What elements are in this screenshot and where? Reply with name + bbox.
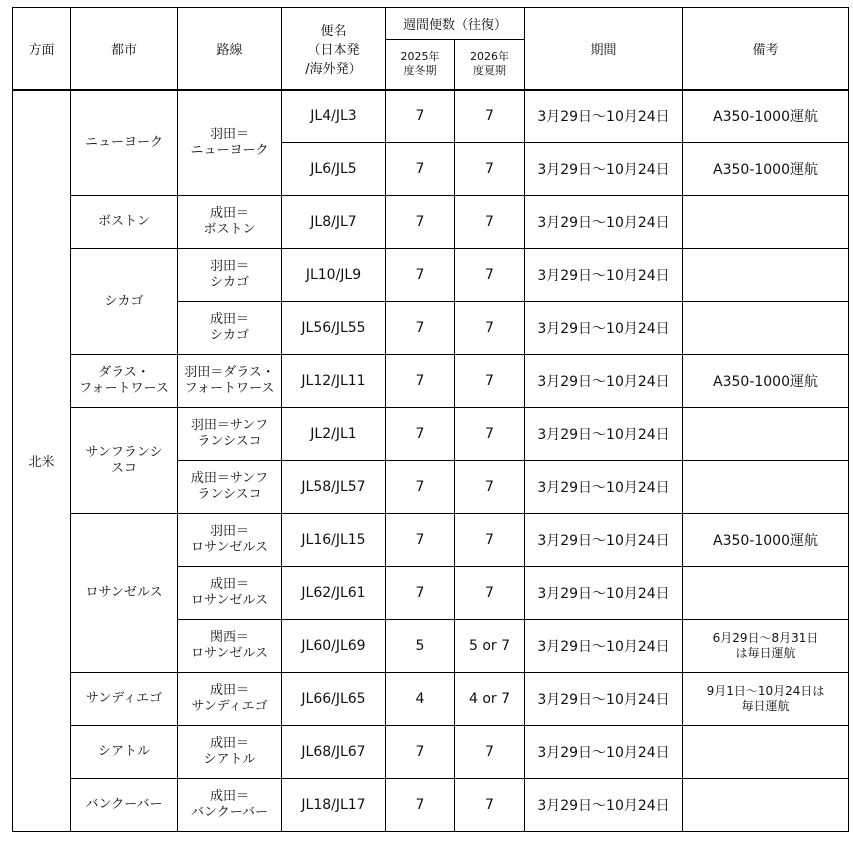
route-cell xyxy=(178,567,282,620)
period-cell: 3月29日～10月24日 xyxy=(525,90,683,143)
flight-number-cell: JL18/JL17 xyxy=(282,779,386,832)
schedule-table xyxy=(12,7,849,832)
header-flight-line: 便名 xyxy=(320,23,347,39)
flight-number-cell: JL60/JL69 xyxy=(282,620,386,673)
route-cell-line: ランシスコ xyxy=(197,487,262,502)
route-cell xyxy=(178,302,282,355)
city-cell xyxy=(71,408,178,514)
header-notes: 備考 xyxy=(683,8,849,90)
summer-frequency-cell: 7 xyxy=(455,514,525,567)
route-cell xyxy=(178,514,282,567)
period-cell: 3月29日～10月24日 xyxy=(525,355,683,408)
header-summer-line: 度夏期 xyxy=(473,64,506,78)
city-cell xyxy=(71,196,178,249)
header-winter-2025 xyxy=(386,40,455,90)
winter-frequency-cell: 7 xyxy=(386,249,455,302)
summer-frequency-cell: 7 xyxy=(455,90,525,143)
note-cell xyxy=(683,726,849,779)
route-cell-line: 成田＝ xyxy=(209,736,249,751)
summer-frequency-cell: 4 or 7 xyxy=(455,673,525,726)
route-cell xyxy=(178,620,282,673)
route-cell xyxy=(178,90,282,196)
route-cell xyxy=(178,673,282,726)
route-cell-line: ニューヨーク xyxy=(190,142,269,158)
table-row xyxy=(13,196,849,249)
table-row xyxy=(13,355,849,408)
note-cell-line: は毎日運航 xyxy=(735,646,796,660)
city-cell xyxy=(71,249,178,355)
header-route: 路線 xyxy=(178,8,282,90)
flight-number-cell: JL68/JL67 xyxy=(282,726,386,779)
note-cell xyxy=(683,196,849,249)
period-cell: 3月29日～10月24日 xyxy=(525,461,683,514)
route-cell-line: ランシスコ xyxy=(197,434,262,449)
note-cell xyxy=(683,514,849,567)
route-cell-line: バンクーバー xyxy=(190,805,269,820)
summer-frequency-cell: 7 xyxy=(455,408,525,461)
note-cell xyxy=(683,408,849,461)
city-cell-line: シアトル xyxy=(97,744,150,759)
route-cell-line: ロサンゼルス xyxy=(191,593,268,608)
summer-frequency-cell: 7 xyxy=(455,249,525,302)
summer-frequency-cell: 5 or 7 xyxy=(455,620,525,673)
route-cell-line: 成田＝ xyxy=(209,683,249,698)
note-cell xyxy=(683,620,849,673)
header-weekly-frequency: 週間便数（往復） xyxy=(386,8,525,40)
note-cell xyxy=(683,355,849,408)
flight-number-cell: JL4/JL3 xyxy=(282,90,386,143)
route-cell-line: ロサンゼルス xyxy=(191,540,268,555)
period-cell: 3月29日～10月24日 xyxy=(525,514,683,567)
route-cell xyxy=(178,408,282,461)
route-cell-line: フォートワース xyxy=(184,381,275,396)
note-cell xyxy=(683,302,849,355)
winter-frequency-cell: 7 xyxy=(386,514,455,567)
route-cell-line: 羽田＝サンフ xyxy=(190,418,269,433)
winter-frequency-cell: 7 xyxy=(386,567,455,620)
winter-frequency-cell: 7 xyxy=(386,779,455,832)
period-cell: 3月29日～10月24日 xyxy=(525,673,683,726)
route-cell-line: 羽田＝ダラス・ xyxy=(184,365,275,380)
period-cell: 3月29日～10月24日 xyxy=(525,567,683,620)
route-cell-line: シアトル xyxy=(203,752,256,767)
route-cell-line: 成田＝ xyxy=(209,312,249,327)
route-cell-line: 羽田＝ xyxy=(209,259,249,274)
note-cell-line: 毎日運航 xyxy=(741,699,790,713)
note-cell xyxy=(683,249,849,302)
flight-number-cell: JL56/JL55 xyxy=(282,302,386,355)
flight-number-cell: JL8/JL7 xyxy=(282,196,386,249)
winter-frequency-cell: 7 xyxy=(386,408,455,461)
city-cell-line: ニューヨーク xyxy=(84,134,163,150)
city-cell-line: ボストン xyxy=(97,214,150,229)
flight-number-cell: JL12/JL11 xyxy=(282,355,386,408)
flight-number-cell: JL6/JL5 xyxy=(282,143,386,196)
city-cell-line: バンクーバー xyxy=(85,797,163,812)
header-flight xyxy=(282,8,386,90)
flight-number-cell: JL10/JL9 xyxy=(282,249,386,302)
flight-number-cell: JL16/JL15 xyxy=(282,514,386,567)
header-summer-2026 xyxy=(455,40,525,90)
winter-frequency-cell: 7 xyxy=(386,726,455,779)
note-cell xyxy=(683,779,849,832)
note-cell xyxy=(683,567,849,620)
route-cell xyxy=(178,355,282,408)
winter-frequency-cell: 7 xyxy=(386,143,455,196)
route-cell-line: 成田＝ xyxy=(209,577,249,592)
table-row xyxy=(13,673,849,726)
note-cell-line: A350-1000運航 xyxy=(713,109,818,126)
header-flight-line: /海外発） xyxy=(305,61,362,77)
note-cell-line: A350-1000運航 xyxy=(713,533,818,549)
table-row xyxy=(13,779,849,832)
city-cell-line: サンディエゴ xyxy=(85,691,163,706)
period-cell: 3月29日～10月24日 xyxy=(525,779,683,832)
period-cell: 3月29日～10月24日 xyxy=(525,408,683,461)
summer-frequency-cell: 7 xyxy=(455,143,525,196)
header-flight-line: （日本発 xyxy=(307,42,360,58)
summer-frequency-cell: 7 xyxy=(455,726,525,779)
note-cell-line: 6月29日～8月31日 xyxy=(712,631,819,645)
winter-frequency-cell: 7 xyxy=(386,461,455,514)
city-cell-line: シカゴ xyxy=(104,293,144,309)
route-cell xyxy=(178,249,282,302)
flight-number-cell: JL62/JL61 xyxy=(282,567,386,620)
flight-number-cell: JL58/JL57 xyxy=(282,461,386,514)
table-header xyxy=(13,8,849,90)
header-city: 都市 xyxy=(71,8,178,90)
winter-frequency-cell: 7 xyxy=(386,90,455,143)
table-body xyxy=(13,90,849,832)
header-region: 方面 xyxy=(13,8,71,90)
route-cell-line: シカゴ xyxy=(209,328,249,343)
city-cell-line: サンフランシ xyxy=(85,444,163,460)
note-cell-line: A350-1000運航 xyxy=(713,374,818,390)
summer-frequency-cell: 7 xyxy=(455,461,525,514)
city-cell-line: スコ xyxy=(110,460,137,476)
city-cell xyxy=(71,355,178,408)
winter-frequency-cell: 7 xyxy=(386,302,455,355)
route-cell xyxy=(178,779,282,832)
city-cell-line: ダラス・ xyxy=(98,365,150,380)
summer-frequency-cell: 7 xyxy=(455,567,525,620)
summer-frequency-cell: 7 xyxy=(455,779,525,832)
city-cell xyxy=(71,90,178,196)
period-cell: 3月29日～10月24日 xyxy=(525,249,683,302)
period-cell: 3月29日～10月24日 xyxy=(525,620,683,673)
city-cell-line: フォートワース xyxy=(79,381,169,396)
route-cell-line: 羽田＝ xyxy=(209,126,249,142)
city-cell xyxy=(71,726,178,779)
period-cell: 3月29日～10月24日 xyxy=(525,143,683,196)
winter-frequency-cell: 7 xyxy=(386,196,455,249)
route-cell-line: 成田＝ xyxy=(209,206,249,221)
city-cell xyxy=(71,779,178,832)
route-cell-line: 関西＝ xyxy=(209,630,249,645)
table-row xyxy=(13,90,849,143)
route-cell xyxy=(178,196,282,249)
route-cell-line: サンディエゴ xyxy=(191,699,268,714)
flight-number-cell: JL66/JL65 xyxy=(282,673,386,726)
header-winter-line: 2025年 xyxy=(400,50,440,64)
note-cell xyxy=(683,90,849,143)
route-cell-line: 成田＝ xyxy=(209,789,249,804)
route-cell-line: 成田＝サンフ xyxy=(190,471,269,486)
region-cell: 北米 xyxy=(13,90,71,832)
summer-frequency-cell: 7 xyxy=(455,196,525,249)
route-cell-line: 羽田＝ xyxy=(209,524,249,539)
winter-frequency-cell: 7 xyxy=(386,355,455,408)
city-cell xyxy=(71,514,178,673)
city-cell xyxy=(71,673,178,726)
summer-frequency-cell: 7 xyxy=(455,302,525,355)
note-cell xyxy=(683,461,849,514)
summer-frequency-cell: 7 xyxy=(455,355,525,408)
period-cell: 3月29日～10月24日 xyxy=(525,302,683,355)
table-row xyxy=(13,514,849,567)
note-cell xyxy=(683,143,849,196)
header-period: 期間 xyxy=(525,8,683,90)
note-cell-line: 9月1日～10月24日は xyxy=(706,684,825,698)
winter-frequency-cell: 5 xyxy=(386,620,455,673)
route-cell-line: ロサンゼルス xyxy=(191,646,268,661)
winter-frequency-cell: 4 xyxy=(386,673,455,726)
route-cell xyxy=(178,726,282,779)
note-cell xyxy=(683,673,849,726)
flight-number-cell: JL2/JL1 xyxy=(282,408,386,461)
period-cell: 3月29日～10月24日 xyxy=(525,196,683,249)
route-cell-line: シカゴ xyxy=(209,275,249,290)
route-cell xyxy=(178,461,282,514)
table-row xyxy=(13,726,849,779)
table-row xyxy=(13,249,849,302)
table-row xyxy=(13,408,849,461)
route-cell-line: ボストン xyxy=(203,222,256,237)
note-cell-line: A350-1000運航 xyxy=(713,162,818,178)
period-cell: 3月29日～10月24日 xyxy=(525,726,683,779)
city-cell-line: ロサンゼルス xyxy=(85,585,163,600)
header-winter-line: 度冬期 xyxy=(403,64,437,78)
header-summer-line: 2026年 xyxy=(470,50,509,64)
